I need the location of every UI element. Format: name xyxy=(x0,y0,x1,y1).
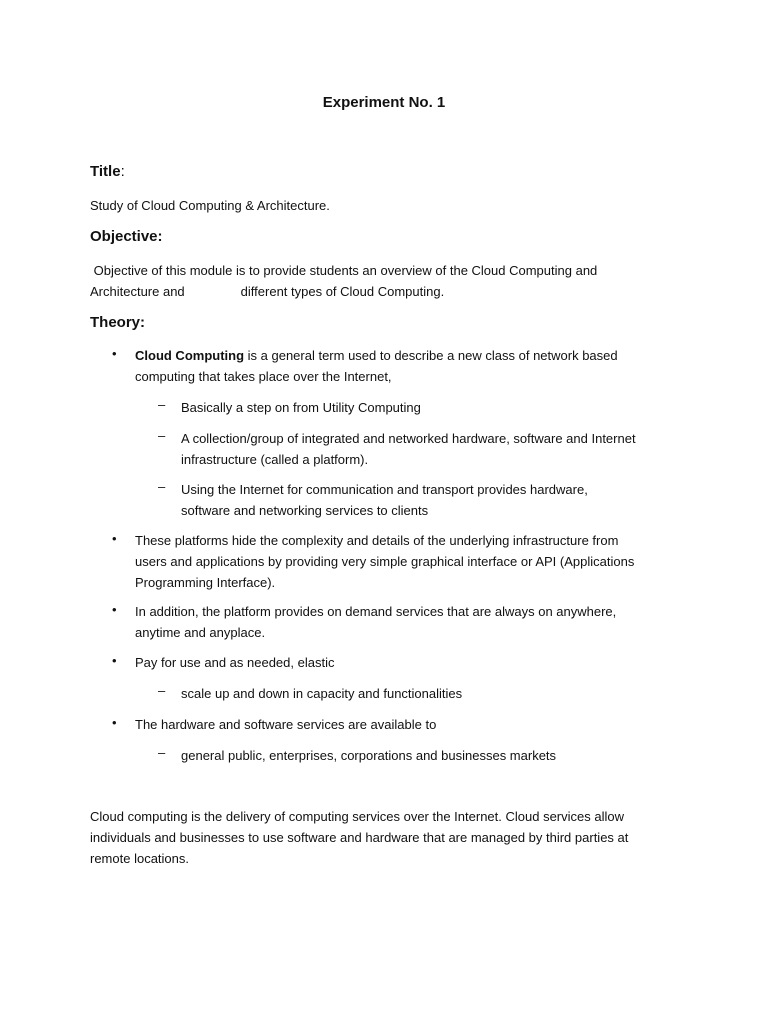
sub-item-5-line-1: general public, enterprises, corporations and businesses markets xyxy=(181,748,557,763)
title-heading xyxy=(90,163,125,180)
sub-item-1-line-1: Basically a step on from Utility Computing xyxy=(181,400,421,415)
title-text: Study of Cloud Computing & Architecture. xyxy=(90,198,330,213)
dash-marker: – xyxy=(158,745,166,760)
sub-item-5 xyxy=(181,745,556,766)
bullet-1 xyxy=(135,345,618,387)
experiment-heading: Experiment No. 1 xyxy=(322,94,446,111)
objective-line-2a: Architecture and xyxy=(90,284,185,299)
objective-line-2b: different types of Cloud Computing. xyxy=(240,284,445,299)
objective-line-1: Objective of this module is to provide students an overview of the Cloud Computing and xyxy=(90,263,598,278)
objective-heading: Objective: xyxy=(90,228,163,245)
sub-item-3-line-2: software and networking services to clients xyxy=(181,503,429,518)
closing-line-3: remote locations. xyxy=(90,851,189,866)
title-heading-colon: : xyxy=(120,163,125,180)
bullet-4-line-1: Pay for use and as needed, elastic xyxy=(135,655,335,670)
bullet-3 xyxy=(135,601,616,643)
bullet-5 xyxy=(135,714,436,735)
bullet-marker: • xyxy=(112,715,117,730)
closing-line-2: individuals and businesses to use software and hardware that are managed by third parties at xyxy=(90,830,629,845)
sub-item-1 xyxy=(181,397,421,418)
sub-item-2 xyxy=(181,428,636,470)
bullet-3-line-1: In addition, the platform provides on demand services that are always on anywhere, xyxy=(135,604,617,619)
sub-item-4 xyxy=(181,683,462,704)
bullet-2-line-1: These platforms hide the complexity and details of the underlying infrastructure from xyxy=(135,533,619,548)
objective-line-2 xyxy=(90,281,444,302)
title-heading-label: Title xyxy=(90,163,121,180)
dash-marker: – xyxy=(158,397,166,412)
bullet-1-line-1 xyxy=(135,345,618,366)
dash-marker: – xyxy=(158,428,166,443)
closing-paragraph xyxy=(90,806,628,869)
theory-heading: Theory: xyxy=(90,314,146,331)
closing-line-1: Cloud computing is the delivery of computing services over the Internet. Cloud services allow xyxy=(90,809,624,824)
bullet-2 xyxy=(135,530,634,593)
bullet-marker: • xyxy=(112,653,117,668)
bullet-marker: • xyxy=(112,531,117,546)
bullet-2-line-3: Programming Interface). xyxy=(135,575,276,590)
sub-item-4-line-1: scale up and down in capacity and functionalities xyxy=(181,686,463,701)
bullet-marker: • xyxy=(112,602,117,617)
sub-item-2-line-2: infrastructure (called a platform). xyxy=(181,452,369,467)
bullet-1-line-2: computing that takes place over the Internet, xyxy=(135,369,392,384)
dash-marker: – xyxy=(158,683,166,698)
bullet-3-line-2: anytime and anyplace. xyxy=(135,625,266,640)
bullet-marker: • xyxy=(112,346,117,361)
sub-item-2-line-1: A collection/group of integrated and networked hardware, software and Internet xyxy=(181,431,636,446)
dash-marker: – xyxy=(158,479,166,494)
bullet-1-bold: Cloud Computing xyxy=(135,348,245,363)
bullet-5-line-1: The hardware and software services are available to xyxy=(135,717,437,732)
bullet-2-line-2: users and applications by providing very simple graphical interface or API (Applications xyxy=(135,554,635,569)
sub-item-3 xyxy=(181,479,588,521)
bullet-4 xyxy=(135,652,334,673)
bullet-1-rest: is a general term used to describe a new class of network based xyxy=(244,348,618,363)
sub-item-3-line-1: Using the Internet for communication and transport provides hardware, xyxy=(181,482,588,497)
